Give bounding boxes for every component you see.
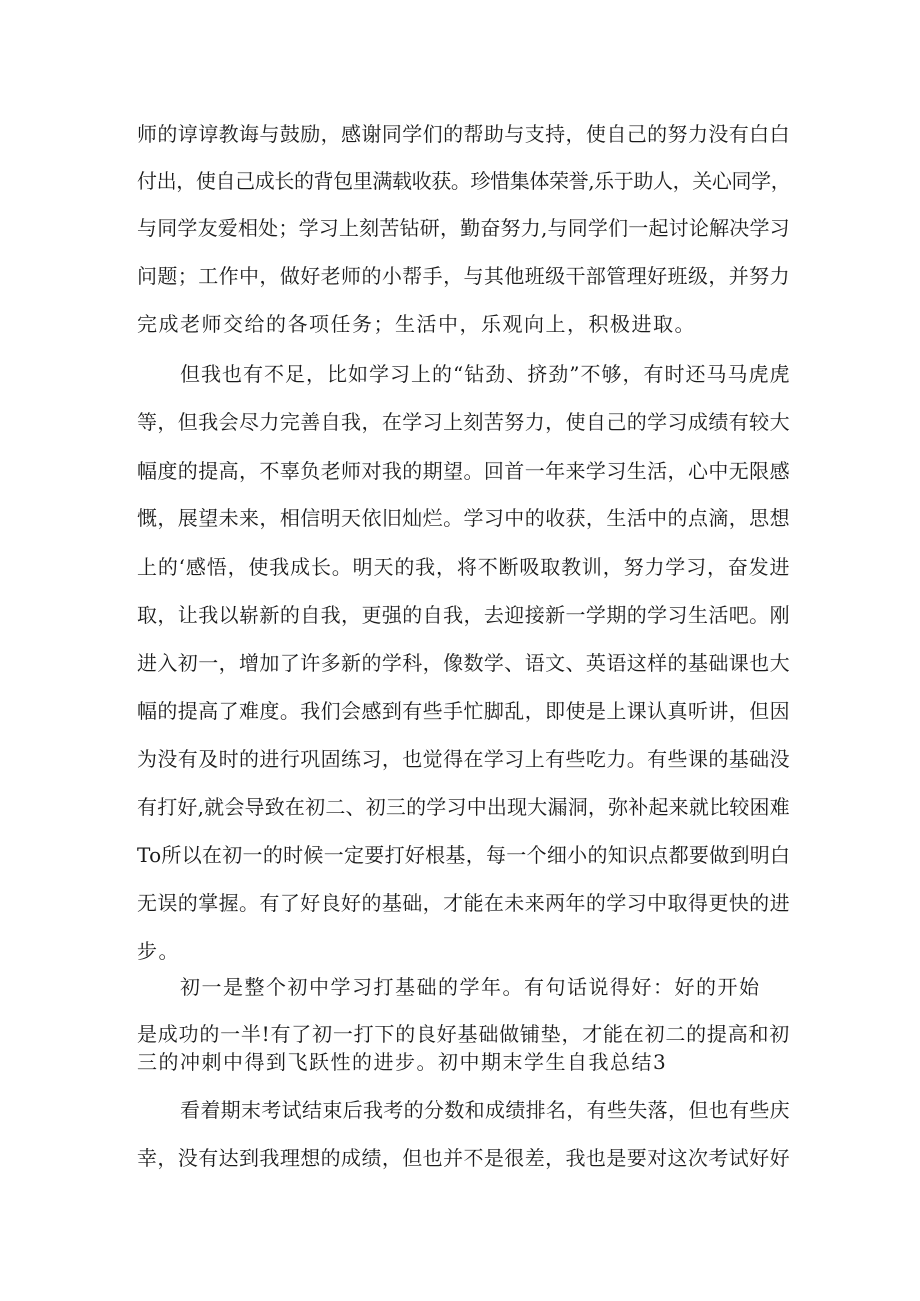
paragraph-first-line: 但我也有不足，比如学习上的“钻劲、挤劲”不够，有时还马马虎虎 xyxy=(180,362,791,386)
text-line: 步。 xyxy=(137,939,180,963)
text-line: 问题；工作中，做好老师的小帮手，与其他班级干部管理好班级，并努力 xyxy=(137,264,790,288)
paragraph-first-line: 初一是整个初中学习打基础的学年。有句话说得好：好的开始 xyxy=(180,975,761,999)
text-line: 三的冲刺中得到飞跃性的进步。初中期末学生自我总结3 xyxy=(137,1050,668,1074)
text-line: 上的‘感悟，使我成长。明天的我，将不断吸取教训，努力学习，奋发进 xyxy=(137,555,791,579)
text-line: 慨，展望未来，相信明天依旧灿烂。学习中的收获，生活中的点滴，思想 xyxy=(137,506,790,530)
text-line: 等，但我会尽力完善自我，在学习上刻苦努力，使自己的学习成绩有较大 xyxy=(137,410,790,434)
text-line: 取，让我以崭新的自我，更强的自我，去迎接新一学期的学习生活吧。刚 xyxy=(137,603,790,627)
text-line: 无误的掌握。有了好良好的基础，才能在未来两年的学习中取得更快的进 xyxy=(137,891,790,915)
text-line: 幸，没有达到我理想的成绩，但也并不是很差，我也是要对这次考试好好 xyxy=(137,1146,790,1170)
text-line: 为没有及时的进行巩固练习，也觉得在学习上有些吃力。有些课的基础没 xyxy=(137,747,790,771)
paragraph-first-line: 看着期末考试结束后我考的分数和成绩排名，有些失落，但也有些庆 xyxy=(180,1098,790,1122)
text-line: 有打好,就会导致在初二、初三的学习中出现大漏洞，弥补起来就比较困难 xyxy=(137,795,790,819)
text-line: 与同学友爱相处；学习上刻苦钻研，勤奋努力,与同学们一起讨论解决学习 xyxy=(137,216,790,240)
text-line: 是成功的一半!有了初一打下的良好基础做铺垫，才能在初二的提高和初 xyxy=(137,1022,791,1046)
text-line: 师的谆谆教诲与鼓励，感谢同学们的帮助与支持，使自己的努力没有白白 xyxy=(137,122,790,146)
text-line: 完成老师交给的各项任务；生活中，乐观向上，积极进取。 xyxy=(137,312,696,336)
text-line: 付出，使自己成长的背包里满载收获。珍惜集体荣誉,乐于助人，关心同学， xyxy=(137,169,791,193)
text-line: To所以在初一的时候一定要打好根基，每一个细小的知识点都要做到明白 xyxy=(137,843,791,867)
text-line: 幅度的提高，不辜负老师对我的期望。回首一年来学习生活，心中无限感 xyxy=(137,459,790,483)
text-line: 进入初一，增加了许多新的学科，像数学、语文、英语这样的基础课也大 xyxy=(137,651,790,675)
text-line: 幅的提高了难度。我们会感到有些手忙脚乱，即使是上课认真听讲，但因 xyxy=(137,699,790,723)
